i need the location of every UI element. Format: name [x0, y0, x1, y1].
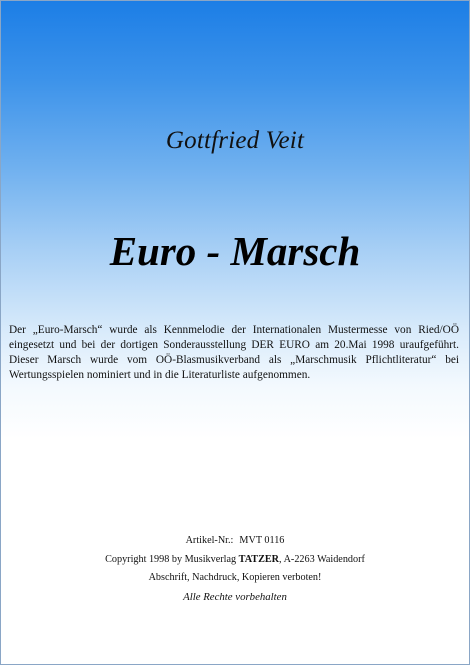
publisher-name: TATZER	[238, 553, 280, 565]
copyright-suffix: , A-2263 Waidendorf	[279, 553, 365, 565]
article-number-line	[1, 532, 469, 551]
piece-title: Euro - Marsch	[109, 228, 361, 274]
article-number-label: Artikel-Nr.:	[185, 535, 234, 546]
rights-line: Alle Rechte vorbehalten	[183, 590, 287, 603]
copyright-prefix: Copyright 1998 by Musikverlag	[105, 553, 237, 565]
publisher-footer	[1, 532, 469, 606]
copy-notice-line: Abschrift, Nachdruck, Kopieren verboten!	[148, 572, 322, 583]
copyright-line	[1, 551, 469, 570]
article-number-value: MVT 0116	[239, 535, 285, 546]
composer-name: Gottfried Veit	[165, 127, 305, 154]
piece-description: Der „Euro-Marsch“ wurde als Kennmelodie der Internationalen Mustermesse von Ried/OÖ eingesetzt und bei der dortigen Sonderausstellung DER EURO am 20.Mai 1998 uraufgeführt. Dieser Marsch wurde vom OÖ-Blasmusikverband als „Marschmusik Pflichtliteratur“ bei Wertungsspielen nominiert und in die Literaturliste aufgenommen.	[9, 324, 459, 381]
